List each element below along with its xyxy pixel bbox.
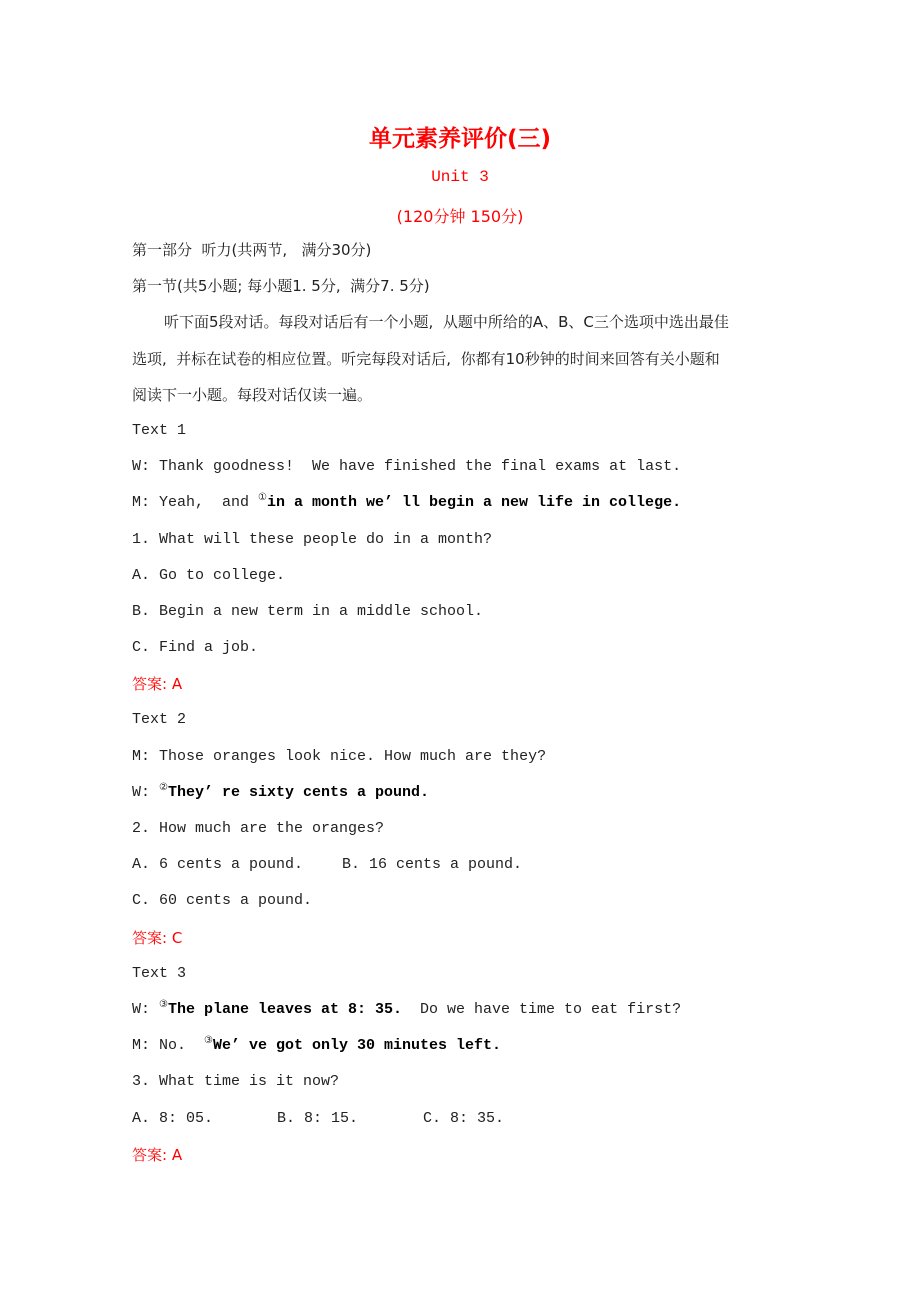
dialogue-line (132, 775, 792, 811)
dialogue-text: W: (132, 783, 160, 801)
circled-number: ③ (159, 999, 168, 1011)
answer-value: A (171, 1145, 183, 1164)
dialogue-line (132, 992, 792, 1028)
answer-label: 答案: (132, 1145, 168, 1164)
circled-number: ② (159, 782, 168, 794)
dialogue-text: W: Thank goodness! We have finished the final exams at last. (132, 458, 682, 476)
option: C. Find a job. (132, 639, 259, 657)
dialogue-text: W: (132, 1000, 160, 1018)
option: C. 60 cents a pound. (132, 892, 313, 910)
text-label: Text 1 (132, 421, 187, 439)
circled-number: ③ (204, 1036, 213, 1048)
options-row (132, 1101, 792, 1137)
option: A. 6 cents a pound. (132, 856, 304, 874)
dialogue-text: M: No. (132, 1037, 205, 1055)
part-heading: 第一部分 听力(共两节, 满分30分) (132, 241, 372, 259)
option: A. Go to college. (132, 566, 286, 584)
text-label: Text 3 (132, 964, 187, 982)
dialogue-line (132, 449, 792, 485)
dialogue-line (132, 739, 792, 775)
answer-value: C (171, 928, 183, 947)
time-score: (120分钟 150分) (396, 207, 524, 226)
circled-number: ① (258, 493, 267, 505)
answer (132, 666, 792, 702)
text-label: Text 2 (132, 711, 187, 729)
document-title: 单元素养评价(三) (368, 126, 552, 152)
answer (132, 920, 792, 956)
key-sentence: We’ ve got only 30 minutes left. (212, 1037, 502, 1055)
document-body (132, 232, 792, 1173)
instruction-line: 选项, 并标在试卷的相应位置。听完每段对话后, 你都有10秒钟的时间来回答有关小题和 (132, 349, 720, 368)
dialogue-text: M: Yeah, and (132, 494, 259, 512)
instruction-line: 阅读下一小题。每段对话仅读一遍。 (132, 385, 373, 404)
key-sentence: in a month we’ ll begin a new life in college. (267, 494, 682, 512)
unit-subtitle: Unit 3 (431, 168, 489, 186)
dialogue-line (132, 1028, 792, 1064)
instruction-line: 听下面5段对话。每段对话后有一个小题, 从题中所给的A、B、C三个选项中选出最佳 (164, 313, 729, 332)
option: B. Begin a new term in a middle school. (132, 602, 484, 620)
option: C. 8: 35. (423, 1109, 505, 1127)
answer (132, 1137, 792, 1173)
dialogue-line (132, 485, 792, 521)
option: A. 8: 05. (132, 1109, 214, 1127)
options-row (132, 847, 792, 883)
answer-label: 答案: (132, 928, 168, 947)
option: B. 8: 15. (277, 1109, 359, 1127)
dialogue-text: M: Those oranges look nice. How much are they? (132, 747, 547, 765)
option: B. 16 cents a pound. (342, 856, 523, 874)
answer-label: 答案: (132, 675, 168, 694)
question: 2. How much are the oranges? (132, 820, 385, 837)
key-sentence: The plane leaves at 8: 35. (167, 1000, 403, 1018)
question: 1. What will these people do in a month? (132, 530, 493, 548)
dialogue-text: Do we have time to eat first? (402, 1000, 682, 1018)
key-sentence: They’ re sixty cents a pound. (167, 783, 430, 801)
question: 3. What time is it now? (132, 1073, 340, 1091)
section-heading: 第一节(共5小题; 每小题1. 5分, 满分7. 5分) (132, 277, 430, 296)
answer-value: A (171, 675, 183, 694)
